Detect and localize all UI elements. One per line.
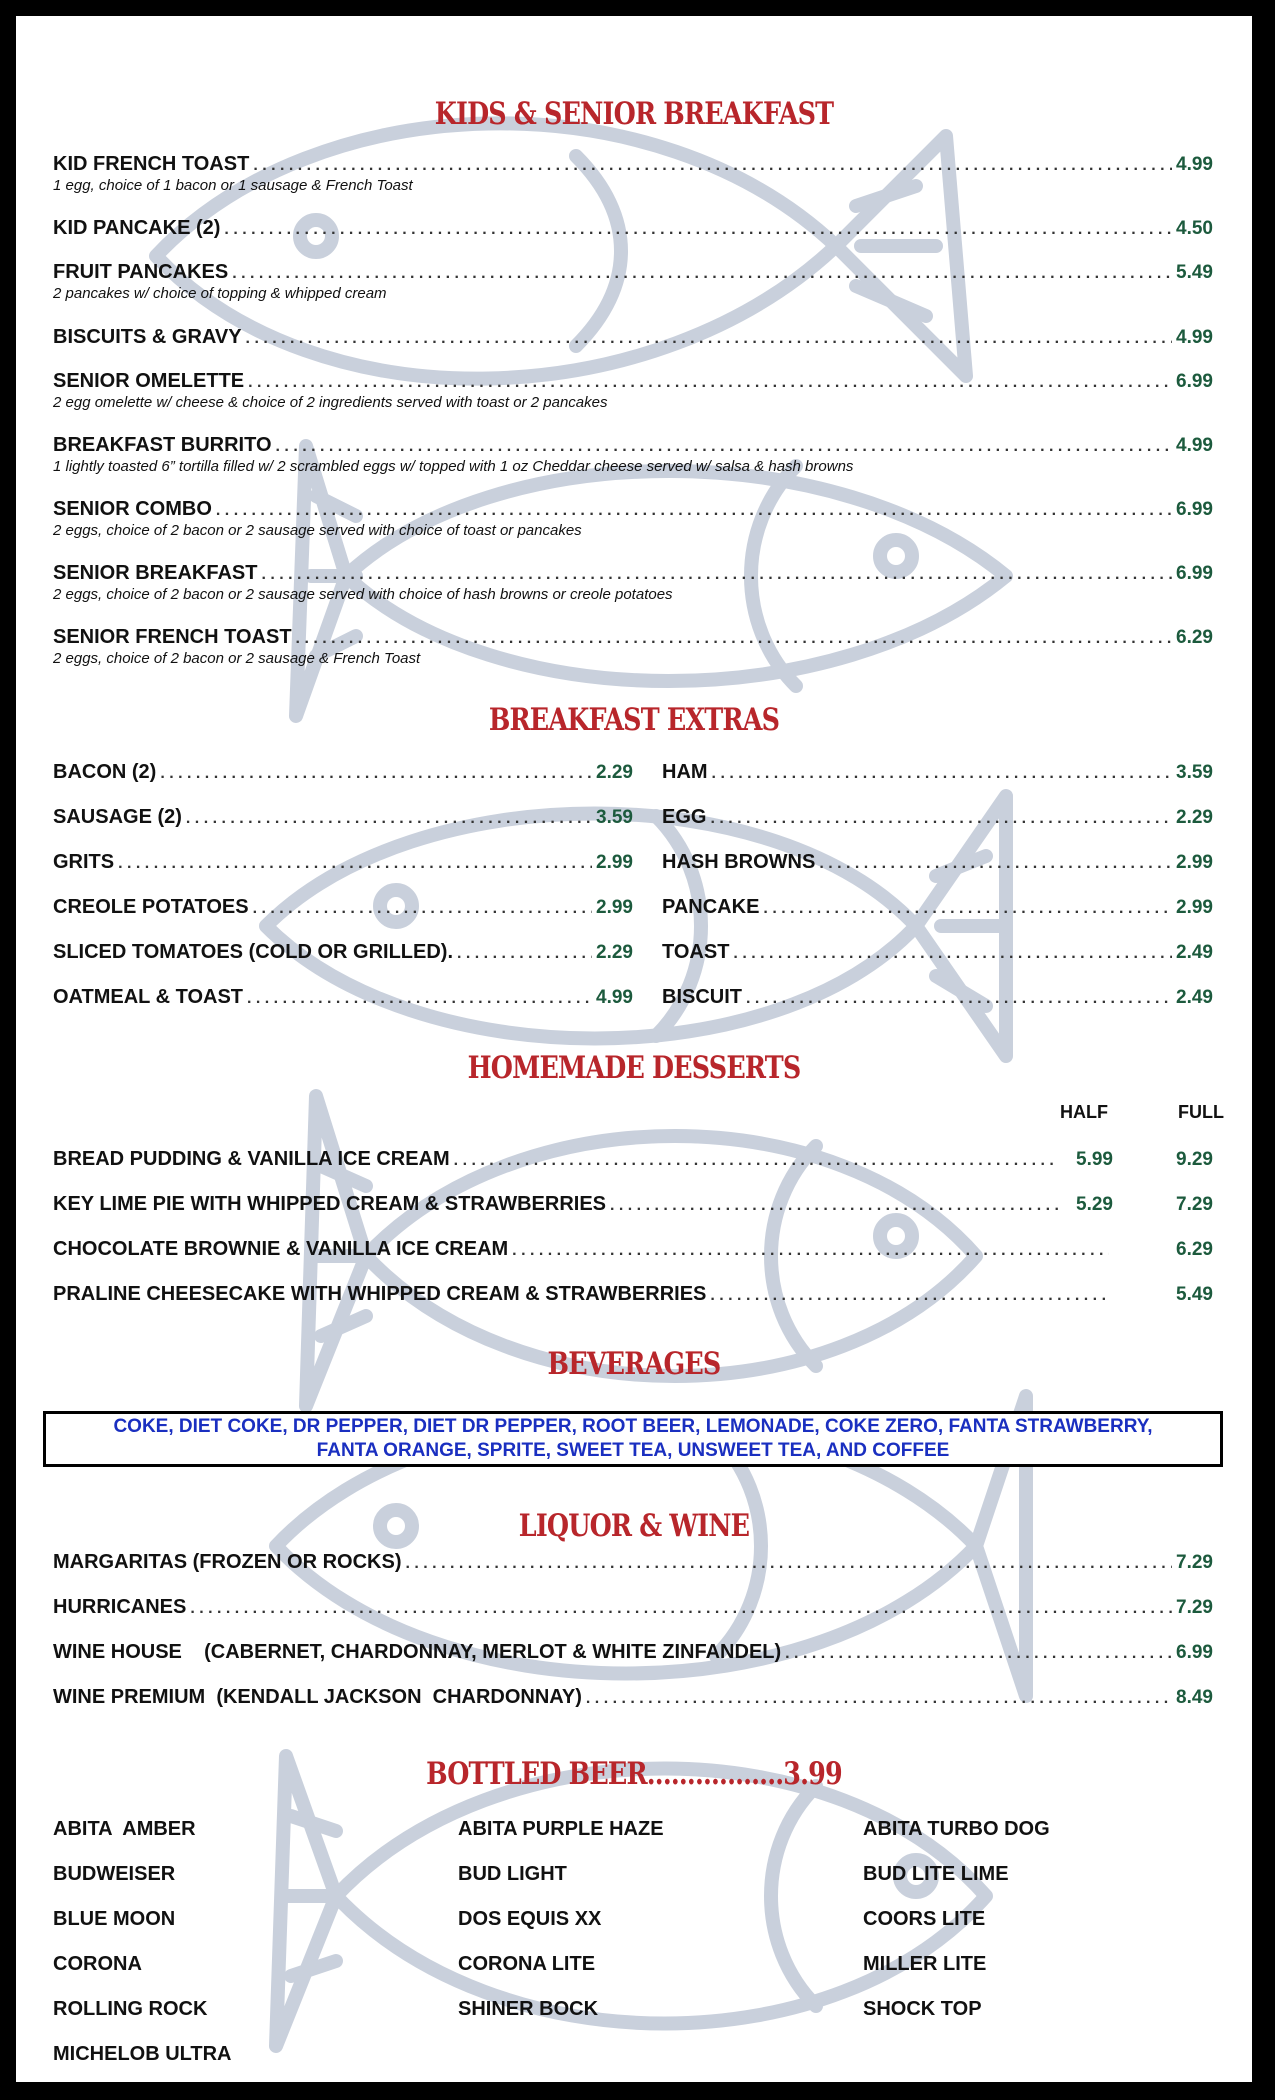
item-price: 6.29	[1176, 627, 1213, 648]
beer-item: CORONA LITE	[458, 1953, 596, 1975]
leader-dots	[512, 1242, 1109, 1260]
leader-dots	[763, 900, 1172, 918]
leader-dots	[819, 855, 1172, 873]
item-description: 2 eggs, choice of 2 bacon or 2 sausage & French Toast	[53, 650, 421, 667]
item-price: 2.99	[596, 897, 633, 918]
menu-item-row	[53, 1641, 1213, 1664]
item-price: 4.99	[1176, 154, 1213, 175]
item-name: SENIOR OMELETTE	[53, 370, 245, 392]
half-price: 5.99	[1076, 1149, 1113, 1170]
menu-page	[16, 16, 1252, 2082]
item-name: SENIOR COMBO	[53, 498, 212, 520]
leader-dots	[248, 374, 1172, 392]
menu-item-row	[53, 1596, 1213, 1619]
item-name: HAM	[662, 761, 708, 783]
item-name: WINE PREMIUM (KENDALL JACKSON CHARDONNAY)	[53, 1686, 582, 1708]
leader-dots	[610, 1197, 1059, 1215]
dessert-row	[53, 1238, 1213, 1261]
beer-item: BLUE MOON	[53, 1908, 176, 1930]
menu-item-row	[662, 986, 1213, 1009]
menu-item-row	[53, 1686, 1213, 1709]
leader-dots	[118, 855, 592, 873]
leader-dots	[190, 1600, 1172, 1618]
dessert-row	[53, 1148, 1213, 1171]
item-price: 3.59	[1176, 762, 1213, 783]
leader-dots	[733, 945, 1172, 963]
item-name: WINE HOUSE (CABERNET, CHARDONNAY, MERLOT & WHITE ZINFANDEL)	[53, 1641, 782, 1663]
beer-item: BUDWEISER	[53, 1863, 176, 1885]
item-price: 2.29	[1176, 807, 1213, 828]
leader-dots	[276, 438, 1172, 456]
menu-item-row	[53, 626, 1213, 649]
item-price: 6.99	[1176, 1642, 1213, 1663]
full-column-header: FULL	[1178, 1102, 1224, 1122]
half-price: 5.29	[1076, 1194, 1113, 1215]
item-name: CREOLE POTATOES	[53, 896, 249, 918]
beer-item: MICHELOB ULTRA	[53, 2043, 232, 2065]
menu-item-row	[53, 370, 1213, 393]
item-name: BISCUITS & GRAVY	[53, 326, 242, 348]
item-name: SENIOR BREAKFAST	[53, 562, 258, 584]
item-price: 2.99	[1176, 897, 1213, 918]
full-price: 6.29	[1176, 1239, 1213, 1260]
beer-item: ABITA TURBO DOG	[863, 1818, 1050, 1840]
item-name: KID PANCAKE (2)	[53, 217, 221, 239]
item-name: FRUIT PANCAKES	[53, 261, 229, 283]
item-name: SAUSAGE (2)	[53, 806, 182, 828]
leader-dots	[253, 900, 592, 918]
item-price: 4.99	[1176, 435, 1213, 456]
item-name: SENIOR FRENCH TOAST	[53, 626, 292, 648]
full-price: 9.29	[1176, 1149, 1213, 1170]
leader-dots	[785, 1645, 1172, 1663]
section-title-liquor: LIQUOR & WINE	[518, 1508, 750, 1544]
item-name: OATMEAL & TOAST	[53, 986, 243, 1008]
leader-dots	[160, 765, 592, 783]
item-name: SLICED TOMATOES (COLD OR GRILLED).	[53, 941, 453, 963]
leader-dots	[261, 566, 1172, 584]
leader-dots	[232, 265, 1172, 283]
menu-item-row	[53, 896, 633, 919]
item-name: GRITS	[53, 851, 115, 873]
item-description: 2 eggs, choice of 2 bacon or 2 sausage served with choice of hash browns or creole potatoes	[53, 586, 673, 603]
full-price: 7.29	[1176, 1194, 1213, 1215]
item-price: 2.49	[1176, 987, 1213, 1008]
leader-dots	[586, 1690, 1172, 1708]
item-description: 2 eggs, choice of 2 bacon or 2 sausage served with choice of toast or pancakes	[53, 522, 582, 539]
section-title-extras: BREAKFAST EXTRAS	[488, 702, 780, 738]
beer-item: ABITA AMBER	[53, 1818, 196, 1840]
beer-item: ROLLING ROCK	[53, 1998, 208, 2020]
leader-dots	[746, 990, 1172, 1008]
beer-item: BUD LIGHT	[458, 1863, 567, 1885]
item-name: BREAD PUDDING & VANILLA ICE CREAM	[53, 1148, 450, 1170]
item-price: 3.59	[596, 807, 633, 828]
leader-dots	[296, 630, 1172, 648]
leader-dots	[247, 990, 592, 1008]
item-name: BACON (2)	[53, 761, 157, 783]
item-price: 2.49	[1176, 942, 1213, 963]
menu-item-row	[53, 498, 1213, 521]
item-price: 6.99	[1176, 563, 1213, 584]
leader-dots	[246, 330, 1172, 348]
menu-item-row	[662, 896, 1213, 919]
leader-dots	[710, 810, 1172, 828]
section-title-kids-senior: KIDS & SENIOR BREAKFAST	[434, 96, 834, 132]
item-name: BREAKFAST BURRITO	[53, 434, 272, 456]
item-price: 2.29	[596, 762, 633, 783]
beer-item: MILLER LITE	[863, 1953, 987, 1975]
menu-item-row	[53, 217, 1213, 240]
item-price: 2.29	[596, 942, 633, 963]
item-name: TOAST	[662, 941, 730, 963]
item-price: 6.99	[1176, 371, 1213, 392]
item-name: KEY LIME PIE WITH WHIPPED CREAM & STRAWBERRIES	[53, 1193, 606, 1215]
beer-item: COORS LITE	[863, 1908, 986, 1930]
beer-item: SHOCK TOP	[863, 1998, 982, 2020]
leader-dots	[712, 765, 1172, 783]
leader-dots	[253, 157, 1172, 175]
menu-item-row	[662, 806, 1213, 829]
menu-item-row	[53, 941, 633, 964]
item-name: HURRICANES	[53, 1596, 187, 1618]
item-price: 4.50	[1176, 218, 1213, 239]
leader-dots	[406, 1555, 1173, 1573]
item-name: KID FRENCH TOAST	[53, 153, 250, 175]
menu-item-row	[53, 153, 1213, 176]
dessert-row	[53, 1283, 1213, 1306]
leader-dots	[457, 945, 592, 963]
item-price: 5.49	[1176, 262, 1213, 283]
item-description: 2 egg omelette w/ cheese & choice of 2 ingredients served with toast or 2 pancakes	[53, 394, 608, 411]
menu-item-row	[53, 986, 633, 1009]
section-title-beverages: BEVERAGES	[547, 1346, 721, 1382]
item-name: BISCUIT	[662, 986, 742, 1008]
item-price: 2.99	[596, 852, 633, 873]
menu-item-row	[662, 851, 1213, 874]
menu-item-row	[662, 941, 1213, 964]
section-title-beer: BOTTLED BEER.................3.99	[426, 1756, 842, 1792]
item-name: EGG	[662, 806, 707, 828]
menu-item-row	[53, 806, 633, 829]
dessert-row	[53, 1193, 1213, 1216]
item-price: 6.99	[1176, 499, 1213, 520]
beer-item: CORONA	[53, 1953, 142, 1975]
leader-dots	[710, 1287, 1109, 1305]
leader-dots	[224, 221, 1172, 239]
item-name: HASH BROWNS	[662, 851, 816, 873]
menu-item-row	[53, 1551, 1213, 1574]
menu-item-row	[53, 761, 633, 784]
leader-dots	[186, 810, 592, 828]
leader-dots	[454, 1152, 1059, 1170]
section-title-desserts: HOMEMADE DESSERTS	[467, 1050, 801, 1086]
menu-item-row	[53, 434, 1213, 457]
menu-item-row	[53, 261, 1213, 284]
item-name: CHOCOLATE BROWNIE & VANILLA ICE CREAM	[53, 1238, 509, 1260]
item-price: 4.99	[1176, 327, 1213, 348]
full-price: 5.49	[1176, 1284, 1213, 1305]
item-description: 1 egg, choice of 1 bacon or 1 sausage & French Toast	[53, 177, 413, 194]
item-description: 2 pancakes w/ choice of topping & whipped cream	[53, 285, 387, 302]
item-name: MARGARITAS (FROZEN OR ROCKS)	[53, 1551, 402, 1573]
item-price: 4.99	[596, 987, 633, 1008]
beer-item: BUD LITE LIME	[863, 1863, 1009, 1885]
beer-item: SHINER BOCK	[458, 1998, 599, 2020]
beer-item: ABITA PURPLE HAZE	[458, 1818, 664, 1840]
half-column-header: HALF	[1060, 1102, 1108, 1122]
menu-item-row	[53, 326, 1213, 349]
beer-item: DOS EQUIS XX	[458, 1908, 602, 1930]
item-price: 7.29	[1176, 1597, 1213, 1618]
item-name: PRALINE CHEESECAKE WITH WHIPPED CREAM & STRAWBERRIES	[53, 1283, 707, 1305]
beverage-list-box: COKE, DIET COKE, DR PEPPER, DIET DR PEPPER, ROOT BEER, LEMONADE, COKE ZERO, FANTA STRAWBERRY, FANTA ORANGE, SPRITE, SWEET TEA, UNSWEET TEA, AND COFFEE	[43, 1411, 1223, 1467]
menu-item-row	[53, 562, 1213, 585]
item-price: 8.49	[1176, 1687, 1213, 1708]
leader-dots	[216, 502, 1172, 520]
item-price: 2.99	[1176, 852, 1213, 873]
item-description: 1 lightly toasted 6” tortilla filled w/ 2 scrambled eggs w/ topped with 1 oz Cheddar cheese served w/ salsa & hash browns	[53, 458, 854, 475]
item-name: PANCAKE	[662, 896, 760, 918]
item-price: 7.29	[1176, 1552, 1213, 1573]
menu-item-row	[662, 761, 1213, 784]
menu-item-row	[53, 851, 633, 874]
